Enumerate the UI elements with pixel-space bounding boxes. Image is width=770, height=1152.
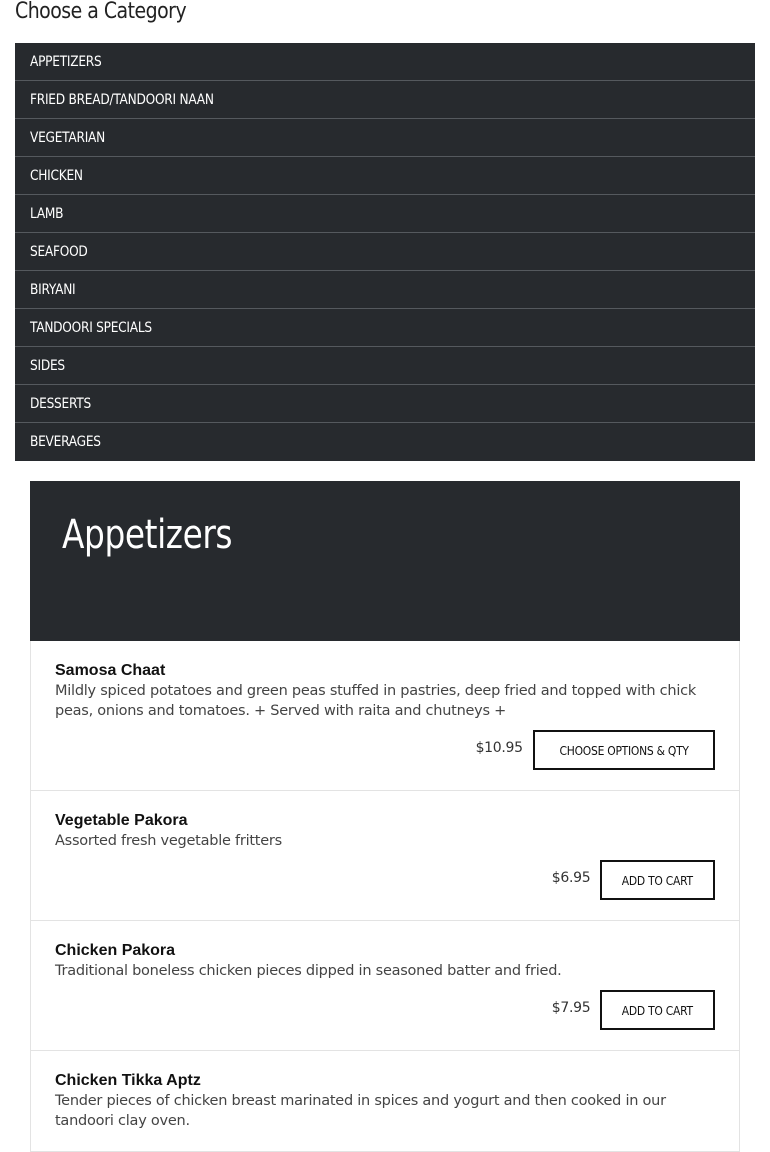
- button-label: ADD TO CART: [622, 872, 694, 888]
- menu-item: [30, 921, 740, 1051]
- item-name: Chicken Pakora: [55, 942, 176, 959]
- category-label: BIRYANI: [30, 281, 76, 298]
- item-name: Samosa Chaat: [55, 662, 166, 679]
- category-item-beverages[interactable]: [15, 423, 755, 461]
- category-item-seafood[interactable]: [15, 233, 755, 271]
- item-description: Traditional boneless chicken pieces dipped in seasoned batter and fried.: [55, 963, 562, 979]
- item-price: $10.95: [475, 740, 523, 756]
- button-label: ADD TO CART: [622, 1002, 694, 1018]
- category-label: TANDOORI SPECIALS: [30, 319, 152, 336]
- item-name: Vegetable Pakora: [55, 812, 188, 829]
- category-item-sides[interactable]: [15, 347, 755, 385]
- category-list: [15, 43, 755, 461]
- item-description: Assorted fresh vegetable fritters: [55, 833, 282, 849]
- add-to-cart-button[interactable]: [600, 990, 715, 1030]
- category-label: APPETIZERS: [30, 53, 102, 70]
- item-description: Mildly spiced potatoes and green peas stuffed in pastries, deep fried and topped with chick peas, onions and tomatoes. + Served with raita and chutneys +: [55, 683, 696, 719]
- category-item-vegetarian[interactable]: [15, 119, 755, 157]
- item-name: Chicken Tikka Aptz: [55, 1072, 201, 1089]
- section-banner: [30, 481, 740, 641]
- item-footer: [55, 990, 715, 1030]
- choose-options-button[interactable]: [533, 730, 715, 770]
- menu-section-appetizers: [30, 481, 740, 1152]
- item-price: $7.95: [551, 1000, 591, 1016]
- category-item-tandoori-specials[interactable]: [15, 309, 755, 347]
- category-item-biryani[interactable]: [15, 271, 755, 309]
- add-to-cart-button[interactable]: [600, 860, 715, 900]
- category-label: VEGETARIAN: [30, 129, 105, 146]
- category-label: BEVERAGES: [30, 433, 101, 450]
- menu-item: [30, 1051, 740, 1152]
- page-title: Choose a Category: [15, 0, 187, 24]
- category-item-fried-bread-tandoori-naan[interactable]: [15, 81, 755, 119]
- category-label: SIDES: [30, 357, 65, 374]
- category-item-appetizers[interactable]: [15, 43, 755, 81]
- menu-item: [30, 791, 740, 921]
- section-title: Appetizers: [62, 512, 233, 558]
- category-item-chicken[interactable]: [15, 157, 755, 195]
- item-footer: [55, 730, 715, 770]
- category-item-lamb[interactable]: [15, 195, 755, 233]
- category-label: CHICKEN: [30, 167, 83, 184]
- button-label: CHOOSE OPTIONS & QTY: [559, 742, 689, 758]
- item-footer: [55, 860, 715, 900]
- category-label: DESSERTS: [30, 395, 91, 412]
- category-label: FRIED BREAD/TANDOORI NAAN: [30, 91, 214, 108]
- category-label: SEAFOOD: [30, 243, 88, 260]
- menu-item: [30, 641, 740, 791]
- category-label: LAMB: [30, 205, 64, 222]
- item-description: Tender pieces of chicken breast marinated in spices and yogurt and then cooked in our tandoori clay oven.: [55, 1093, 666, 1129]
- item-price: $6.95: [551, 870, 591, 886]
- category-item-desserts[interactable]: [15, 385, 755, 423]
